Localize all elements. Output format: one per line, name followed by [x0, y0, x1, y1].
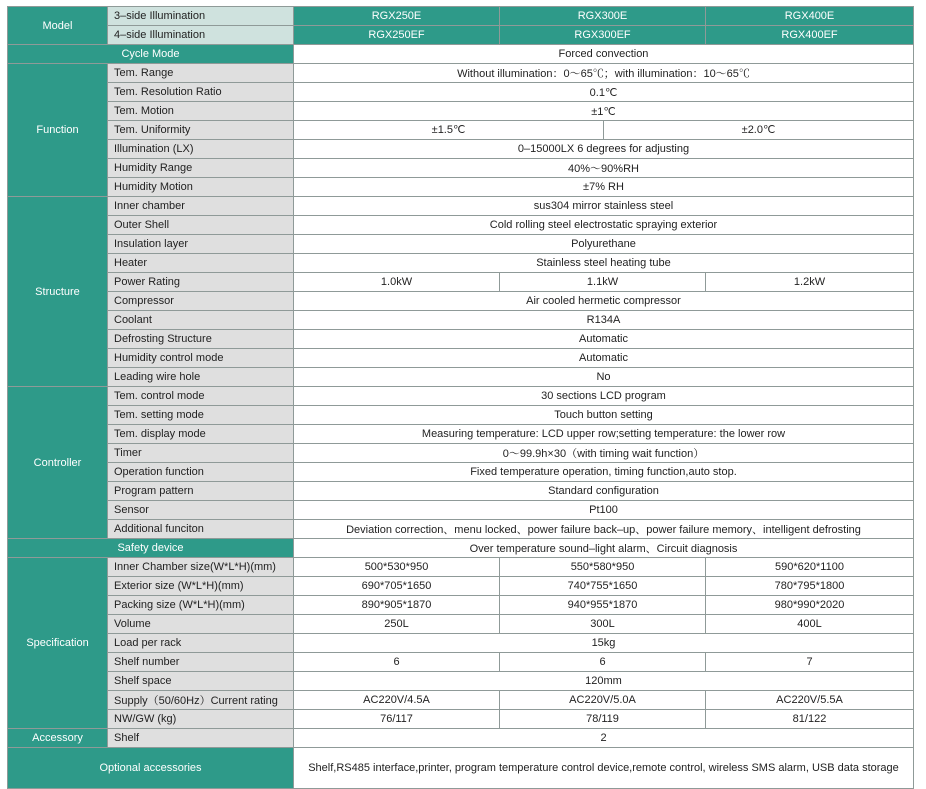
row-value: AC220V/5.0A [500, 691, 706, 710]
row-label: Tem. Resolution Ratio [108, 83, 294, 102]
row-value: Stainless steel heating tube [294, 254, 914, 273]
row-value: Automatic [294, 349, 914, 368]
row-label: Humidity control mode [108, 349, 294, 368]
row-label: Load per rack [108, 634, 294, 653]
table-row [8, 577, 914, 596]
row-value: 81/122 [706, 710, 914, 729]
row-value: 740*755*1650 [500, 577, 706, 596]
row-label: Exterior size (W*L*H)(mm) [108, 577, 294, 596]
row-value: Pt100 [294, 501, 914, 520]
table-row [8, 368, 914, 387]
row-value: No [294, 368, 914, 387]
row-label: NW/GW (kg) [108, 710, 294, 729]
row-label: Compressor [108, 292, 294, 311]
row-value: ±1℃ [294, 102, 914, 121]
row-value: AC220V/5.5A [706, 691, 914, 710]
row-value: 1.2kW [706, 273, 914, 292]
table-row [8, 463, 914, 482]
row-label: Inner chamber [108, 197, 294, 216]
row-value: 550*580*950 [500, 558, 706, 577]
row-label: Shelf number [108, 653, 294, 672]
structure-category: Structure [8, 197, 108, 387]
table-row [8, 672, 914, 691]
table-row [8, 64, 914, 83]
row-value: Standard configuration [294, 482, 914, 501]
row-label: Heater [108, 254, 294, 273]
row-label: Operation function [108, 463, 294, 482]
safety-label: Safety device [8, 539, 294, 558]
row-value: 1.1kW [500, 273, 706, 292]
table-row [8, 691, 914, 710]
row-value: 690*705*1650 [294, 577, 500, 596]
row-label: Tem. setting mode [108, 406, 294, 425]
model-row-3side [8, 7, 914, 26]
row-value: 6 [500, 653, 706, 672]
row-label: Tem. Uniformity [108, 121, 294, 140]
row-label: Tem. control mode [108, 387, 294, 406]
row-label: Supply（50/60Hz）Current rating [108, 691, 294, 710]
model-row-4side [8, 26, 914, 45]
table-row [8, 482, 914, 501]
table-row [8, 349, 914, 368]
row-value: 940*955*1870 [500, 596, 706, 615]
row-value: ±1.5℃ [294, 121, 604, 139]
table-row [8, 235, 914, 254]
row-label: Illumination (LX) [108, 140, 294, 159]
row-label: Insulation layer [108, 235, 294, 254]
model-cell: RGX250E [294, 7, 500, 26]
row-value: Polyurethane [294, 235, 914, 254]
model-cell: RGX400E [706, 7, 914, 26]
row-label: Tem. Motion [108, 102, 294, 121]
row-value: R134A [294, 311, 914, 330]
row-value: 6 [294, 653, 500, 672]
uniformity-split [294, 121, 914, 140]
table-row [8, 501, 914, 520]
row-value: 980*990*2020 [706, 596, 914, 615]
row-value: 40%～90%RH [294, 159, 914, 178]
table-row [8, 653, 914, 672]
row-value: AC220V/4.5A [294, 691, 500, 710]
spec-table [7, 6, 914, 789]
row-value: 250L [294, 615, 500, 634]
row-value: 120mm [294, 672, 914, 691]
row-value: 30 sections LCD program [294, 387, 914, 406]
row-value: 400L [706, 615, 914, 634]
safety-row [8, 539, 914, 558]
row-label: 3–side Illumination [108, 7, 294, 26]
row-value: 780*795*1800 [706, 577, 914, 596]
row-label: Humidity Range [108, 159, 294, 178]
model-cell: RGX250EF [294, 26, 500, 45]
row-label: Power Rating [108, 273, 294, 292]
row-label: Additional funciton [108, 520, 294, 539]
row-label: Defrosting Structure [108, 330, 294, 349]
table-row [8, 596, 914, 615]
accessory-category: Accessory [8, 729, 108, 748]
row-value: 7 [706, 653, 914, 672]
table-row [8, 710, 914, 729]
table-row [8, 140, 914, 159]
row-value: 0.1℃ [294, 83, 914, 102]
row-label: Timer [108, 444, 294, 463]
row-value: 0–15000LX 6 degrees for adjusting [294, 140, 914, 159]
row-value: 590*620*1100 [706, 558, 914, 577]
table-row [8, 387, 914, 406]
row-value: ±7% RH [294, 178, 914, 197]
row-value: Automatic [294, 330, 914, 349]
table-row [8, 558, 914, 577]
row-label: Tem. display mode [108, 425, 294, 444]
row-label: Tem. Range [108, 64, 294, 83]
specification-category: Specification [8, 558, 108, 729]
table-row [8, 425, 914, 444]
model-cell: RGX400EF [706, 26, 914, 45]
row-label: Humidity Motion [108, 178, 294, 197]
row-label: Shelf [108, 729, 294, 748]
table-row [8, 615, 914, 634]
table-row [8, 216, 914, 235]
row-value: Deviation correction、menu locked、power failure back–up、power failure memory、intelligent defrosting [294, 520, 914, 539]
table-row [8, 159, 914, 178]
row-value: Air cooled hermetic compressor [294, 292, 914, 311]
table-row [8, 634, 914, 653]
row-value: ±2.0℃ [741, 124, 776, 136]
row-label: 4–side Illumination [108, 26, 294, 45]
row-label: Leading wire hole [108, 368, 294, 387]
table-row [8, 254, 914, 273]
row-label: Packing size (W*L*H)(mm) [108, 596, 294, 615]
table-row [8, 83, 914, 102]
row-value: 0～99.9h×30（with timing wait function） [294, 444, 914, 463]
spec-sheet [7, 6, 914, 789]
row-label: Sensor [108, 501, 294, 520]
row-value: Touch button setting [294, 406, 914, 425]
optional-row [8, 748, 914, 789]
row-label: Outer Shell [108, 216, 294, 235]
row-value: 890*905*1870 [294, 596, 500, 615]
row-label: Coolant [108, 311, 294, 330]
row-value: 76/117 [294, 710, 500, 729]
controller-category: Controller [8, 387, 108, 539]
row-value: 500*530*950 [294, 558, 500, 577]
model-category: Model [8, 7, 108, 45]
model-cell: RGX300EF [500, 26, 706, 45]
row-value: Measuring temperature: LCD upper row;setting temperature: the lower row [294, 425, 914, 444]
row-value: 2 [294, 729, 914, 748]
optional-label: Optional accessories [8, 748, 294, 789]
table-row [8, 406, 914, 425]
table-row [8, 102, 914, 121]
row-value: Cold rolling steel electrostatic spraying exterior [294, 216, 914, 235]
row-value: 78/119 [500, 710, 706, 729]
model-cell: RGX300E [500, 7, 706, 26]
row-value: Without illumination：0～65℃；with illumination：10～65℃ [294, 64, 914, 83]
table-row [8, 121, 914, 140]
table-row [8, 729, 914, 748]
row-label: Volume [108, 615, 294, 634]
cycle-mode-label: Cycle Mode [8, 45, 294, 64]
function-category: Function [8, 64, 108, 197]
table-row [8, 197, 914, 216]
cycle-mode-value: Forced convection [294, 45, 914, 64]
row-label: Shelf space [108, 672, 294, 691]
cycle-mode-row [8, 45, 914, 64]
row-value: 1.0kW [294, 273, 500, 292]
safety-value: Over temperature sound–light alarm、Circuit diagnosis [294, 539, 914, 558]
row-label: Inner Chamber size(W*L*H)(mm) [108, 558, 294, 577]
table-row [8, 178, 914, 197]
row-label: Program pattern [108, 482, 294, 501]
row-value: 15kg [294, 634, 914, 653]
row-value: Fixed temperature operation, timing function,auto stop. [294, 463, 914, 482]
table-row [8, 330, 914, 349]
table-row [8, 292, 914, 311]
table-row [8, 520, 914, 539]
row-value: sus304 mirror stainless steel [294, 197, 914, 216]
table-row [8, 444, 914, 463]
table-row [8, 273, 914, 292]
table-row [8, 311, 914, 330]
row-value: 300L [500, 615, 706, 634]
optional-value: Shelf,RS485 interface,printer, program temperature control device,remote control, wireless SMS alarm, USB data storage [294, 748, 914, 789]
